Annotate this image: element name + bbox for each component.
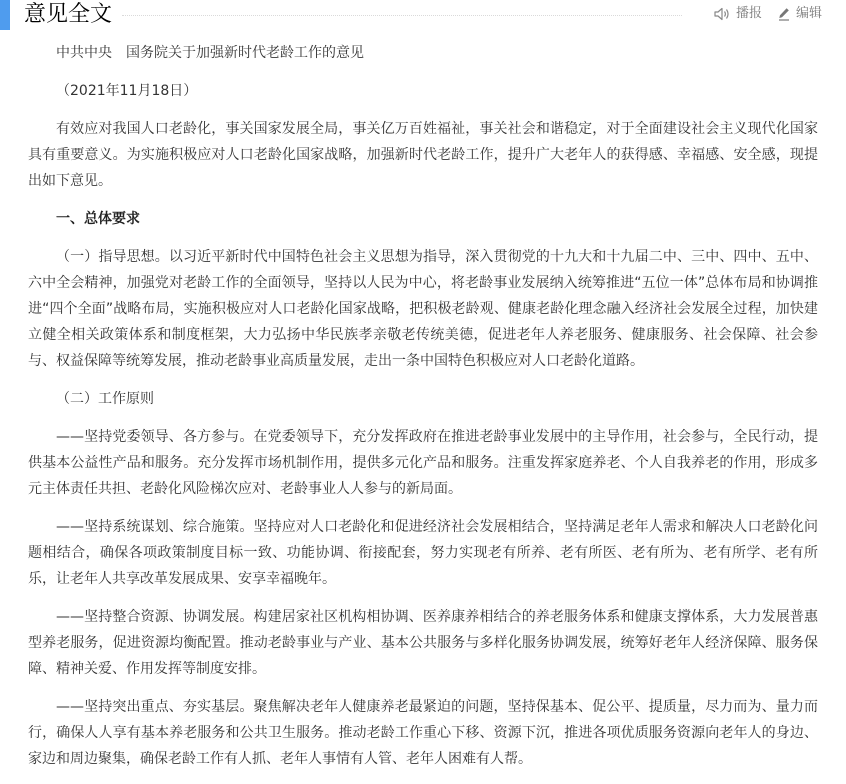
- article-paragraph: （一）指导思想。以习近平新时代中国特色社会主义思想为指导，深入贯彻党的十九大和十九届二中、三中、四中、五中、六中全会精神，加强党对老龄工作的全面领导，坚持以人民为中心，将老龄事业发展纳入统筹推进“五位一体”总体布局和协调推进“四个全面”战略布局，实施积极应对人口老龄化国家战略，把积极老龄观、健康老龄化理念融入经济社会发展全过程，加快建立健全相关政策体系和制度框架，大力弘扬中华民族孝亲敬老传统美德，促进老年人养老服务、健康服务、社会保障、社会参与、权益保障等统筹发展，推动老龄事业高质量发展，走出一条中国特色积极应对人口老龄化道路。: [28, 249, 818, 369]
- pencil-icon: [778, 7, 796, 21]
- play-audio-button[interactable]: [714, 5, 762, 23]
- speaker-icon: [714, 7, 736, 21]
- article-paragraph: 有效应对我国人口老龄化，事关国家发展全局，事关亿万百姓福祉，事关社会和谐稳定，对于全面建设社会主义现代化国家具有重要意义。为实施积极应对人口老龄化国家战略，加强新时代老龄工作，提升广大老年人的获得感、幸福感、安全感，现提出如下意见。: [28, 121, 818, 189]
- play-audio-label: 播报: [735, 6, 762, 21]
- edit-label: 编辑: [795, 6, 822, 21]
- article-paragraph: 中共中央 国务院关于加强新时代老龄工作的意见: [56, 45, 364, 61]
- section-title: 意见全文: [24, 2, 113, 27]
- title-divider: [122, 15, 682, 16]
- header-tools: [714, 5, 822, 23]
- accent-bar: [0, 0, 10, 30]
- article-paragraph: （二）工作原则: [56, 391, 154, 407]
- article-paragraph: ——坚持整合资源、协调发展。构建居家社区机构相协调、医养康养相结合的养老服务体系和健康支撑体系，大力发展普惠型养老服务，促进资源均衡配置。推动老龄事业与产业、基本公共服务与多样化服务协调发展，统筹好老年人经济保障、服务保障、精神关爱、作用发挥等制度安排。: [28, 609, 818, 677]
- article-paragraph: （2021年11月18日）: [56, 83, 198, 99]
- section-header: [0, 0, 846, 36]
- section-heading: 一、总体要求: [56, 211, 140, 227]
- article-paragraph: ——坚持系统谋划、综合施策。坚持应对人口老龄化和促进经济社会发展相结合，坚持满足老年人需求和解决人口老龄化问题相结合，确保各项政策制度目标一致、功能协调、衔接配套，努力实现老有所养、老有所医、老有所为、老有所学、老有所乐，让老年人共享改革发展成果、安享幸福晚年。: [28, 519, 818, 587]
- article-paragraph: ——坚持党委领导、各方参与。在党委领导下，充分发挥政府在推进老龄事业发展中的主导作用，社会参与，全民行动，提供基本公益性产品和服务。充分发挥市场机制作用，提供多元化产品和服务。注重发挥家庭养老、个人自我养老的作用，形成多元主体责任共担、老龄化风险梯次应对、老龄事业人人参与的新局面。: [28, 429, 818, 497]
- edit-button[interactable]: [778, 5, 822, 23]
- article-paragraph: ——坚持突出重点、夯实基层。聚焦解决老年人健康养老最紧迫的问题，坚持保基本、促公平、提质量，尽力而为、量力而行，确保人人享有基本养老服务和公共卫生服务。推动老龄工作重心下移、资源下沉，推进各项优质服务资源向老年人的身边、家边和周边聚集，确保老龄工作有人抓、老年人事情有人管、老年人困难有人帮。: [28, 699, 818, 767]
- article-body: [28, 40, 818, 784]
